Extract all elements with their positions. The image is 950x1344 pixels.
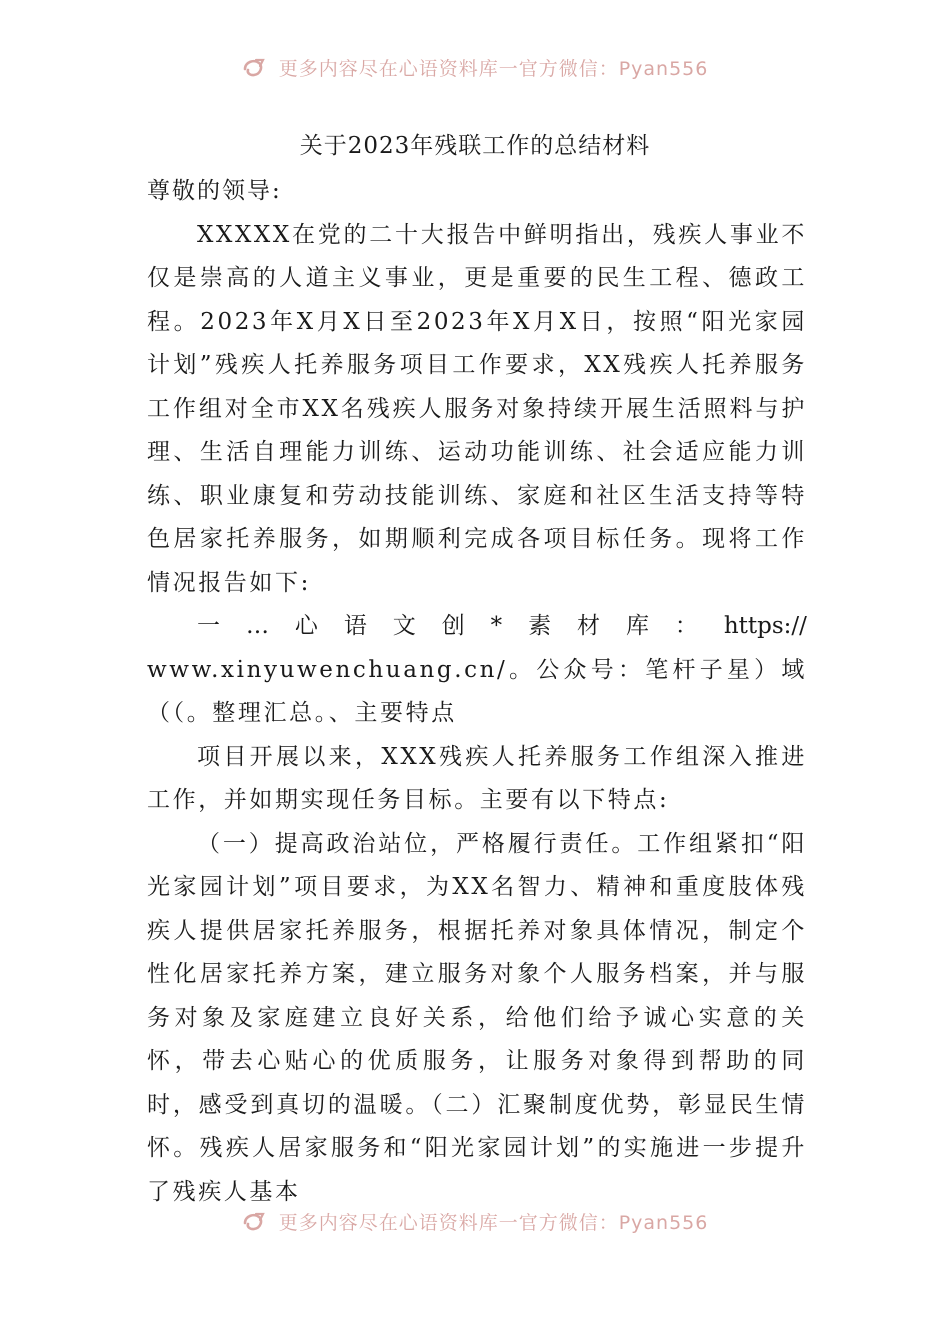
logo-icon <box>242 57 266 79</box>
section-line-spread <box>147 605 807 649</box>
spread-char: 素 <box>528 613 552 639</box>
watermark-footer <box>0 1210 950 1236</box>
section-heading-continued: www.xinyuwenchuang.cn/。公众号：笔杆子星）域（（。整理汇总。、主要特点 <box>147 656 807 726</box>
watermark-text: 更多内容尽在心语资料库一官方微信：Pyan556 <box>278 1212 709 1234</box>
watermark-text: 更多内容尽在心语资料库一官方微信：Pyan556 <box>278 58 709 80</box>
watermark-header <box>0 56 950 82</box>
spread-char: 文 <box>392 613 416 639</box>
spread-char: * <box>490 613 503 639</box>
paragraph-features-intro: 项目开展以来，XXX残疾人托养服务工作组深入推进工作，并如期实现任务目标。主要有以下特点: <box>147 743 807 813</box>
spread-char: 库 <box>625 613 649 639</box>
spread-char: … <box>245 613 269 639</box>
spread-char: 创 <box>441 613 465 639</box>
logo-icon <box>242 1211 266 1233</box>
spread-char: 材 <box>577 613 600 639</box>
document-body <box>147 170 807 1214</box>
spread-char: 语 <box>343 613 367 639</box>
paragraph-features-detail: （一）提高政治站位，严格履行责任。工作组紧扣“阳光家园计划”项目要求，为XX名智力、精神和重度肢体残疾人提供居家托养服务，根据托养对象具体情况，制定个性化居家托养方案，建立服务对象个人服务档案，并与服务对象及家庭建立良好关系，给他们给予诚心实意的关怀，带去心贴心的优质服务，让服务对象得到帮助的同时，感受到真切的温暖。（二）汇聚制度优势，彰显民生情怀。残疾人居家服务和“阳光家园计划”的实施进一步提升了残疾人基本 <box>147 830 807 1205</box>
paragraph-intro: XXXXX在党的二十大报告中鲜明指出，残疾人事业不仅是崇高的人道主义事业，更是重要的民生工程、德政工程。2023年X月X日至2023年X月X日，按照“阳光家园计划”残疾人托养服务项目工作要求，XX残疾人托养服务工作组对全市XX名残疾人服务对象持续开展生活照料与护理、生活自理能力训练、运动功能训练、社会适应能力训练、职业康复和劳动技能训练、家庭和社区生活支持等特色居家托养服务，如期顺利完成各项目标任务。现将工作情况报告如下: <box>147 221 807 596</box>
spread-char: ： <box>674 613 698 639</box>
salutation: 尊敬的领导: <box>147 178 282 204</box>
url-start: https:// <box>723 613 807 639</box>
spread-char: 一 <box>197 613 220 639</box>
spread-char: 心 <box>294 613 318 639</box>
document-title: 关于2023年残联工作的总结材料 <box>299 133 651 159</box>
